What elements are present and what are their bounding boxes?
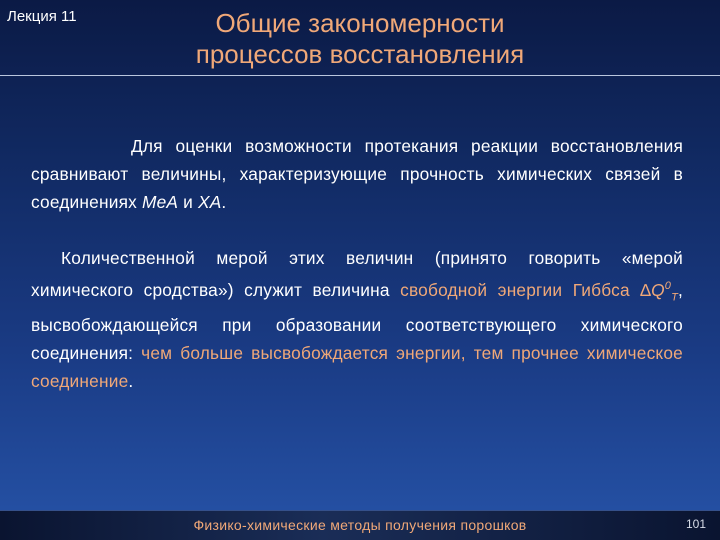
delta-symbol: ∆ bbox=[640, 279, 652, 300]
footer-course-title: Физико-химические методы получения порошков bbox=[193, 517, 527, 533]
slide-body bbox=[31, 132, 683, 395]
title-divider bbox=[0, 75, 720, 76]
gibbs-formula bbox=[640, 279, 678, 304]
gibbs-energy-term: свободной энергии Гиббса bbox=[400, 279, 630, 300]
paragraph-2-text-2: , высвобождающейся при образовании соответствующего химического соединения: bbox=[31, 279, 683, 364]
slide-title-line-2: процессов восстановления bbox=[195, 39, 525, 69]
lecture-label: Лекция 11 bbox=[7, 8, 77, 25]
compound-mea: МеА bbox=[141, 192, 179, 212]
compound-xa: ХА bbox=[197, 192, 222, 212]
page-number: 101 bbox=[685, 517, 706, 531]
formula-q: Q bbox=[651, 279, 665, 300]
paragraph-2-end: . bbox=[128, 371, 134, 392]
paragraph-2-text: Количественной мерой этих величин (принято говорить «мерой химического сродства») служит величина bbox=[31, 248, 683, 300]
paragraph-1-end: . bbox=[221, 192, 227, 212]
paragraph-1 bbox=[31, 132, 683, 216]
conjunction: и bbox=[178, 192, 198, 212]
paragraph-2 bbox=[31, 244, 683, 395]
slide-title bbox=[110, 8, 610, 70]
conclusion-highlight: чем больше высвобождается энергии, тем прочнее химическое соединение bbox=[31, 343, 683, 392]
paragraph-1-text: Для оценки возможности протекания реакции восстановления сравнивают величины, характеризующие прочность химических связей в соединениях bbox=[31, 136, 683, 212]
formula-subscript: T bbox=[671, 291, 678, 304]
slide-title-line-1: Общие закономерности bbox=[215, 8, 505, 38]
formula-superscript: 0 bbox=[664, 280, 672, 292]
